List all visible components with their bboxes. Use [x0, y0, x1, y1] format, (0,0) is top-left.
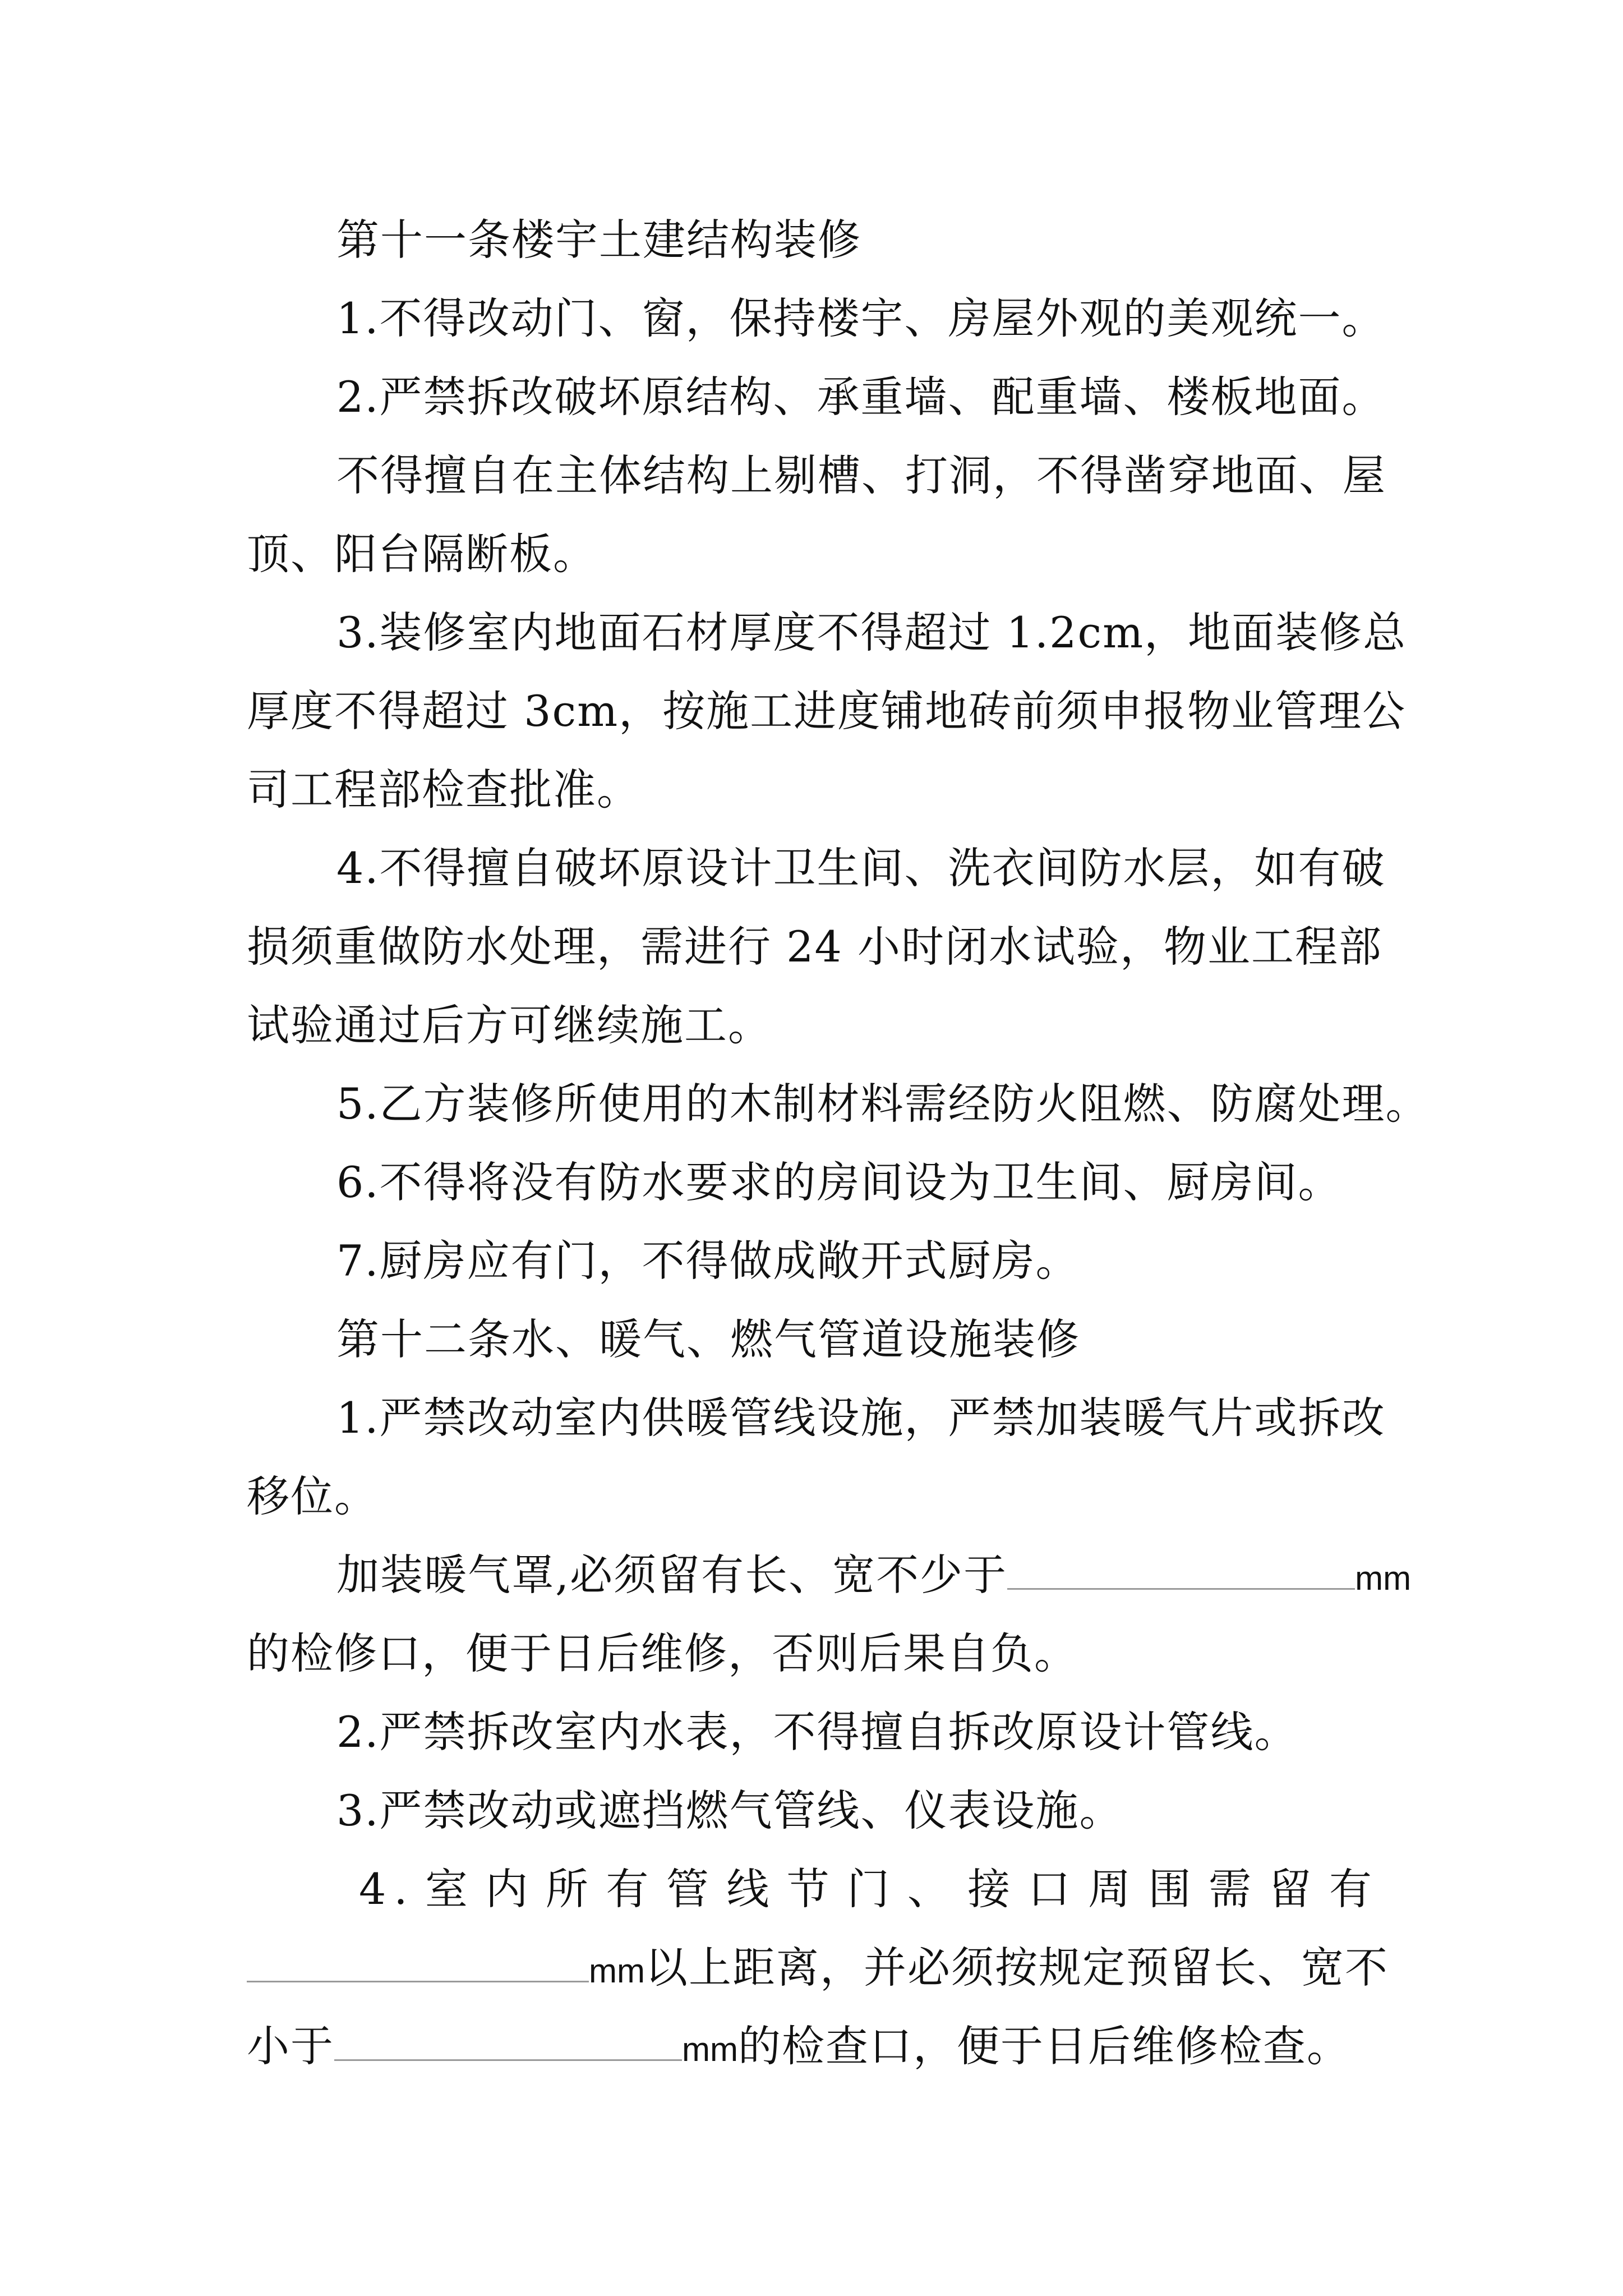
paragraph-line: 3.装修室内地面石材厚度不得超过 1.2cm，地面装修总: [336, 608, 1407, 657]
paragraph-line: 4.室内所有管线节门、接口周围需留有: [359, 1864, 1380, 1914]
paragraph-line: 4.不得擅自破坏原设计卫生间、洗衣间防水层，如有破: [336, 843, 1386, 893]
paragraph-line: 5.乙方装修所使用的木制材料需经防火阻燃、防腐处理。: [336, 1079, 1430, 1129]
paragraph-line: 司工程部检查批准。: [247, 765, 640, 815]
fill-in-blank[interactable]: [334, 2020, 682, 2061]
radiator-cover-text: 加装暖气罩,必须留有长、宽不少于: [336, 1550, 1008, 1600]
item4-distance-text: 以上距离，并必须按规定预留长、宽不: [644, 1943, 1389, 1993]
fill-in-blank[interactable]: [1007, 1549, 1355, 1590]
paragraph-line: 2.严禁拆改室内水表，不得擅自拆改原设计管线。: [336, 1707, 1298, 1757]
paragraph-line: 厚度不得超过 3cm，按施工进度铺地砖前须申报物业管理公: [247, 686, 1407, 736]
paragraph-line: 2.严禁拆改破坏原结构、承重墙、配重墙、楼板地面。: [336, 372, 1386, 422]
paragraph-line: 顶、阳台隔断板。: [247, 529, 597, 579]
paragraph-line: 试验通过后方可继续施工。: [247, 1000, 772, 1050]
paragraph-line: 6.不得将没有防水要求的房间设为卫生间、厨房间。: [336, 1157, 1342, 1207]
paragraph-line: 7.厨房应有门，不得做成敞开式厨房。: [336, 1236, 1080, 1286]
item4-distance-line: [247, 1940, 1389, 1999]
item4-inspection-prefix: 小于: [247, 2021, 334, 2071]
paragraph-line: 不得擅自在主体结构上剔槽、打洞，不得凿穿地面、屋: [336, 450, 1386, 500]
paragraph-line: 移位。: [247, 1471, 378, 1521]
item4-inspection-line: [247, 2018, 1380, 2078]
unit-label: mm: [1355, 1559, 1412, 1597]
article-12-heading: 第十二条水、暖气、燃气管道设施装修: [336, 1314, 1080, 1364]
paragraph-line: 1.严禁改动室内供暖管线设施，严禁加装暖气片或拆改: [336, 1393, 1386, 1443]
article-11-heading: 第十一条楼宇土建结构装修: [336, 215, 861, 265]
paragraph-line: 3.严禁改动或遮挡燃气管线、仪表设施。: [336, 1786, 1123, 1835]
paragraph-line: 损须重做防水处理，需进行 24 小时闭水试验，物业工程部: [247, 922, 1383, 972]
paragraph-line: 的检修口，便于日后维修，否则后果自负。: [247, 1628, 1078, 1678]
fill-in-blank[interactable]: [247, 1941, 589, 1982]
unit-label: mm: [589, 1952, 645, 1990]
item4-inspection-text: 的检查口，便于日后维修检查。: [737, 2021, 1350, 2071]
paragraph-line: 1.不得改动门、窗，保持楼宇、房屋外观的美观统一。: [336, 293, 1386, 343]
radiator-cover-line: [336, 1547, 1412, 1607]
unit-label: mm: [682, 2031, 738, 2068]
